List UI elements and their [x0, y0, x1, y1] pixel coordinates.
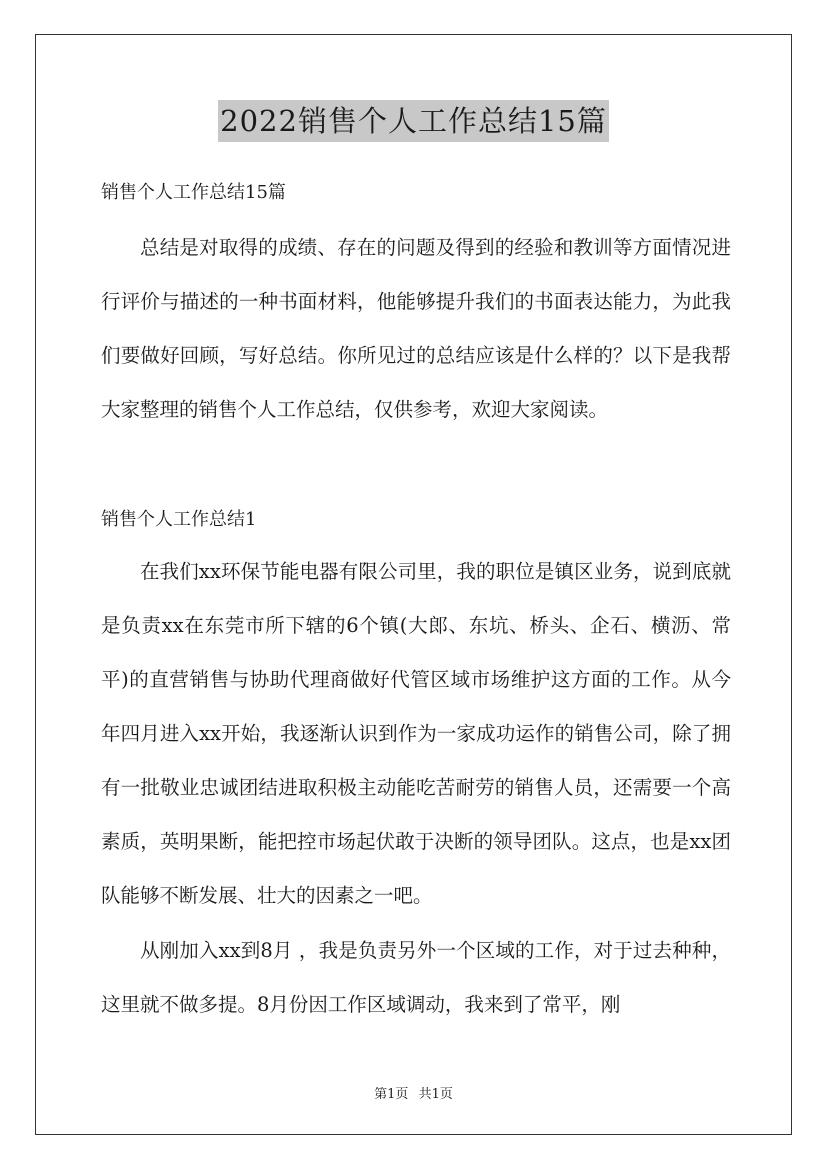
document-subtitle: 销售个人工作总结15篇: [101, 182, 286, 203]
section-heading: 销售个人工作总结1: [101, 509, 257, 530]
page-total: 共1页: [418, 1087, 453, 1102]
body-paragraph-1: 在我们xx环保节能电器有限公司里，我的职位是镇区业务，说到底就是负责xx在东莞市所下辖的6个镇(大郎、东坑、桥头、企石、横沥、常平)的直营销售与协助代理商做好代管区域市场维护这方面的工作。从今年四月进入xx开始，我逐渐认识到作为一家成功运作的销售公司，除了拥有一批敬业忠诚团结进取积极主动能吃苦耐劳的销售人员，还需要一个高素质，英明果断，能把控市场起伏敢于决断的领导团队。这点，也是xx团队能够不断发展、壮大的因素之一吧。: [101, 560, 731, 907]
page-footer: [0, 1083, 827, 1102]
body-paragraph-2: 从刚加入xx到8月 ，我是负责另外一个区域的工作，对于过去种种，这里就不做多提。8月份因工作区域调动，我来到了常平，刚: [101, 939, 731, 1016]
document-title: 2022销售个人工作总结15篇: [218, 100, 609, 142]
title-container: [0, 100, 827, 142]
intro-paragraph: 总结是对取得的成绩、存在的问题及得到的经验和教训等方面情况进行评价与描述的一种书面材料，他能够提升我们的书面表达能力，为此我们要做好回顾，写好总结。你所见过的总结应该是什么样的？以下是我帮大家整理的销售个人工作总结，仅供参考，欢迎大家阅读。: [101, 236, 731, 421]
page-number: 第1页: [374, 1087, 409, 1102]
